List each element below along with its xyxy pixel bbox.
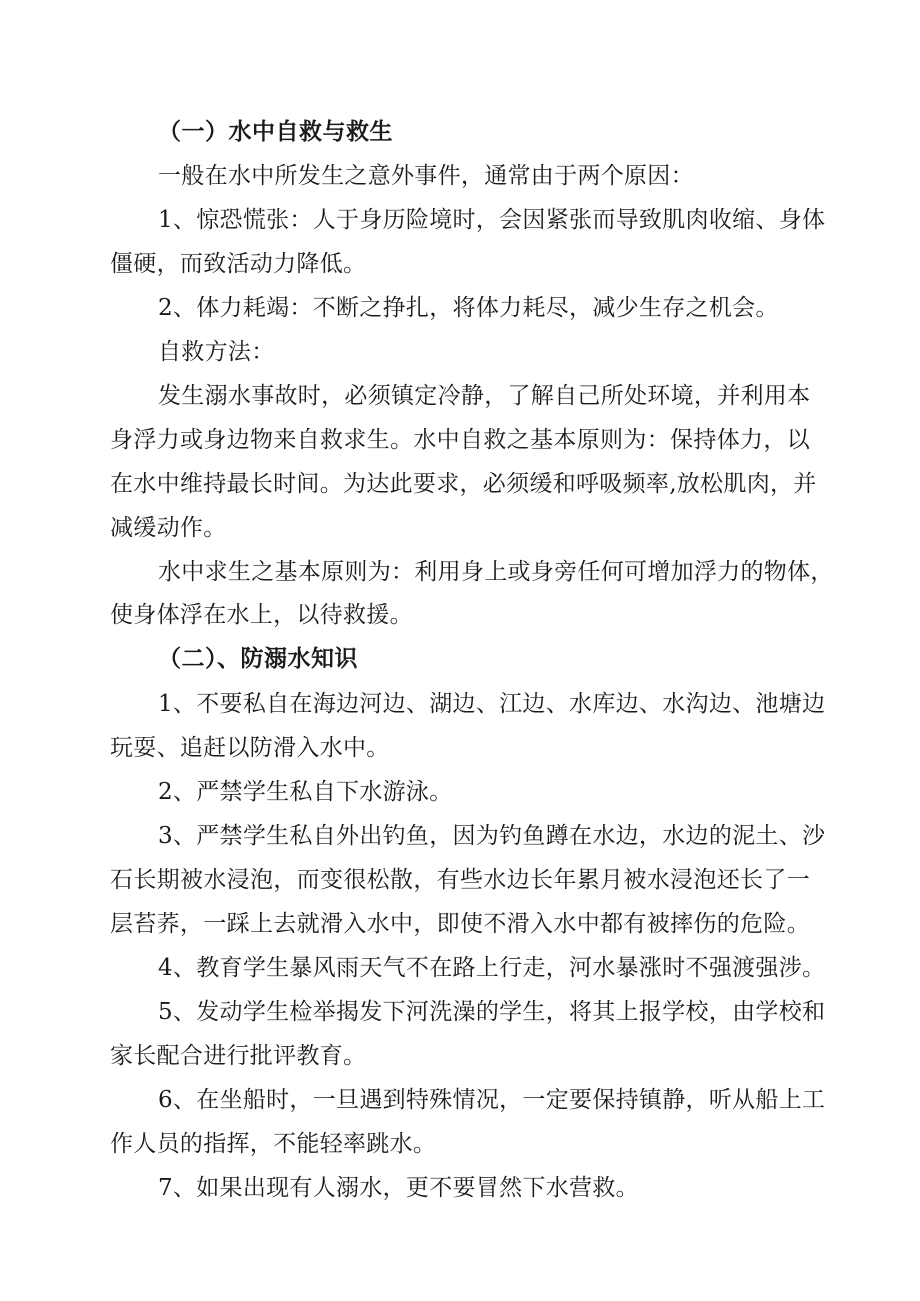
principle-line2: 使身体浮在水上，以待救援。 [110,602,413,628]
tip6-line1: 6、在坐船时，一旦遇到特殊情况，一定要保持镇静，听从船上工 [158,1087,826,1113]
methods-line4: 减缓动作。 [110,515,227,541]
tip4: 4、教育学生暴风雨天气不在路上行走，河水暴涨时不强渡强涉。 [158,955,826,981]
tip6-line2: 作人员的指挥，不能轻率跳水。 [110,1131,437,1157]
section2-heading: （二）、防溺水知识 [158,646,358,672]
section1-intro: 一般在水中所发生之意外事件，通常由于两个原因： [158,163,694,189]
tip3-line3: 层苔荞，一踩上去就滑入水中，即使不滑入水中都有被摔伤的危险。 [110,911,810,937]
item2: 2、体力耗竭：不断之挣扎，将体力耗尽，减少生存之机会。 [158,295,779,321]
tip5-line2: 家长配合进行批评教育。 [110,1043,367,1069]
tip3-line2: 石长期被水浸泡，而变很松散，有些水边长年累月被水浸泡还长了一 [110,867,810,893]
methods-label: 自救方法： [158,339,275,365]
item1-line2: 僵硬，而致活动力降低。 [110,251,367,277]
methods-line3: 在水中维持最长时间。为达此要求，必须缓和呼吸频率,放松肌肉，并 [110,471,817,497]
principle-line1: 水中求生之基本原则为：利用身上或身旁任何可增加浮力的物体， [158,559,834,585]
tip1-line1: 1、不要私自在海边河边、湖边、江边、水库边、水沟边、池塘边 [158,691,826,717]
tip7: 7、如果出现有人溺水，更不要冒然下水营救。 [158,1175,639,1201]
methods-line2: 身浮力或身边物来自救求生。水中自救之基本原则为：保持体力，以 [110,427,810,453]
tip3-line1: 3、严禁学生私自外出钓鱼，因为钓鱼蹲在水边，水边的泥土、沙 [158,823,826,849]
section1-heading: （一）水中自救与救生 [158,119,393,145]
methods-line1: 发生溺水事故时，必须镇定冷静，了解自己所处环境，并利用本 [158,383,811,409]
tip1-line2: 玩耍、追赶以防滑入水中。 [110,735,390,761]
tip5-line1: 5、发动学生检举揭发下河洗澡的学生，将其上报学校，由学校和 [158,999,826,1025]
item1-line1: 1、惊恐慌张：人于身历险境时，会因紧张而导致肌肉收缩、身体 [158,207,826,233]
tip2: 2、严禁学生私自下水游泳。 [158,779,453,805]
